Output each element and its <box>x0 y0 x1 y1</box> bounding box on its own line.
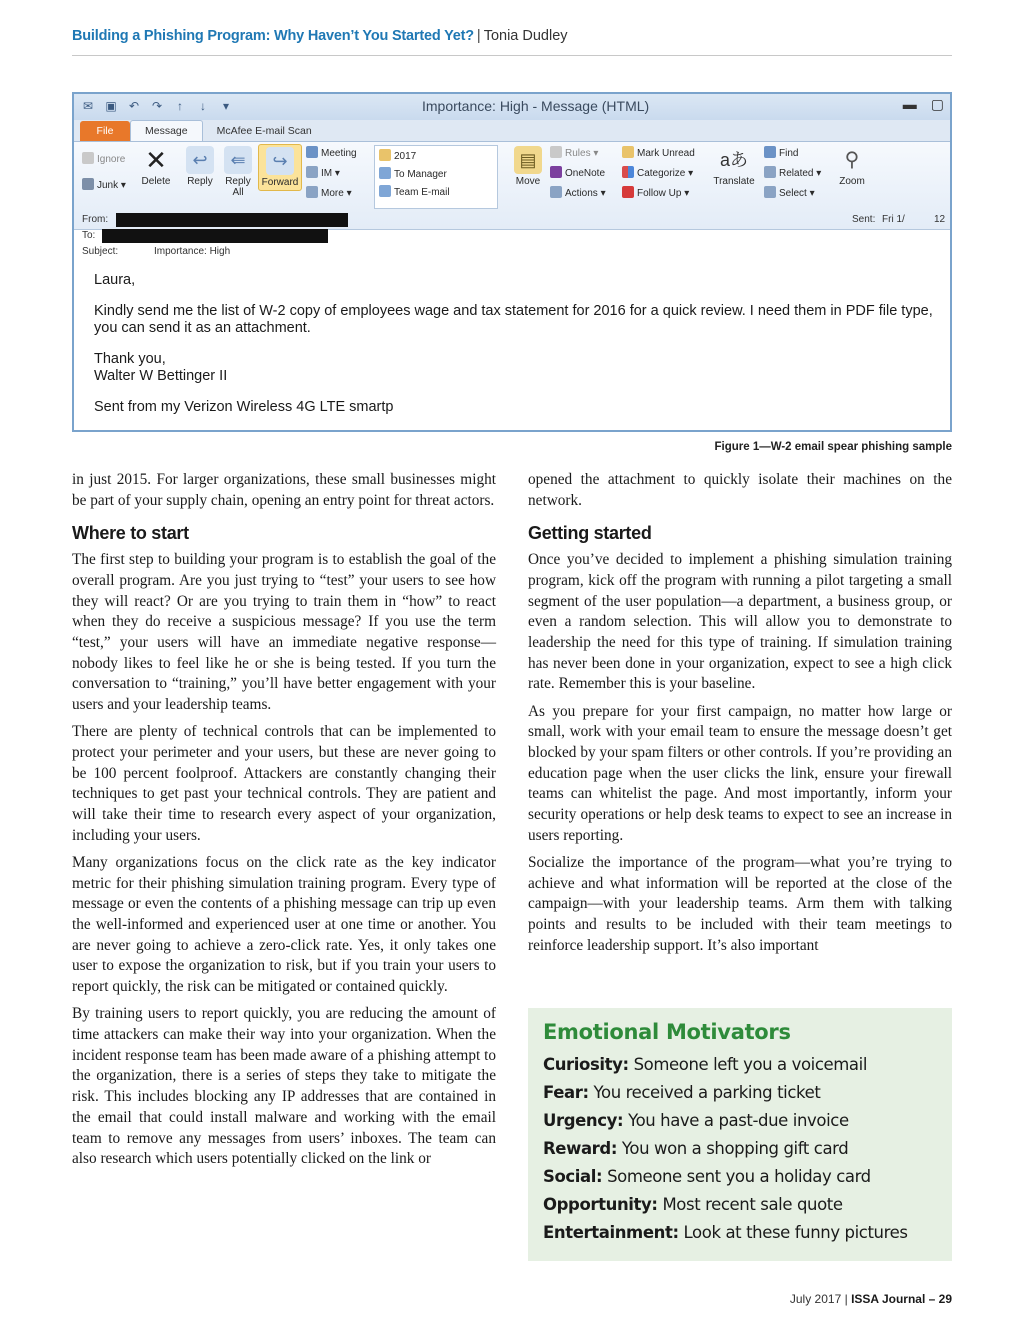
redacted-recipient <box>102 229 328 243</box>
categorize-icon <box>622 166 634 178</box>
translate-label: Translate <box>713 176 755 187</box>
page-header <box>72 28 952 56</box>
quick-step-label: Team E-mail <box>394 187 450 198</box>
more-button[interactable]: More ▾ <box>306 186 352 199</box>
more-label: More <box>321 188 344 199</box>
quick-step-icon <box>379 185 391 197</box>
reply-icon: ↩ <box>186 146 214 174</box>
motivator-text: You received a parking ticket <box>593 1083 821 1102</box>
onenote-button[interactable] <box>550 166 605 179</box>
onenote-icon <box>550 166 562 178</box>
motivator-label: Entertainment: <box>543 1223 679 1242</box>
motivator-item <box>543 1079 937 1107</box>
redacted-sender <box>116 213 348 227</box>
forward-label: Forward <box>261 177 299 188</box>
motivator-item <box>543 1163 937 1191</box>
related-button[interactable]: Related ▾ <box>764 166 821 179</box>
subject-row <box>82 244 942 260</box>
subject-label: Subject: <box>82 246 119 257</box>
zoom-label: Zoom <box>839 176 865 187</box>
quick-step-label: To Manager <box>394 169 447 180</box>
quick-access-toolbar <box>80 98 234 114</box>
window-controls <box>903 96 944 113</box>
folder-icon: ▤ <box>514 146 542 174</box>
paragraph: Once you’ve decided to implement a phishing simulation training program, kick off the program with running a pilot targeting a small segment of the user population—a department, a business group, or even a random selection. This will allow you to demonstrate to leadership the need for this type of training. If simulation training has never been done in your organization, expect to see a high click rate. Remember this is your baseline. <box>528 551 952 693</box>
quick-steps-gallery[interactable] <box>374 145 498 209</box>
forward-icon: ↪ <box>266 147 294 175</box>
ignore-label: Ignore <box>97 154 126 165</box>
save-icon[interactable]: ▣ <box>105 99 117 113</box>
window-title: Importance: High - Message (HTML) <box>422 98 650 114</box>
quick-step-icon <box>379 167 391 179</box>
quick-step-item[interactable] <box>379 148 493 166</box>
subject-value: Importance: High <box>154 246 231 257</box>
delete-x-icon: ✕ <box>145 145 167 175</box>
junk-button[interactable]: Junk ▾ <box>82 178 126 191</box>
motivator-item <box>543 1219 937 1247</box>
body-request: Kindly send me the list of W-2 copy of employees wage and tax statement for 2016 for a quick review. I need them in PDF file type, you can send it as an attachment. <box>94 303 933 336</box>
issue-date: July 2017 <box>789 1292 842 1306</box>
paragraph: Many organizations focus on the click rate as the key indicator metric for their phishing simulation training program. Every type of message or even the contents of a phishing message can trip up even the well-informed and experienced user at one time or another. You are never going to achieve a zero-click rate. Yes, it only takes one user to expose the organization to risk, but if you train your users to report quickly, the risk can be mitigated or contained quickly. <box>72 853 496 996</box>
message-body <box>94 272 944 430</box>
rules-label: Rules <box>565 148 591 159</box>
mail-icon[interactable]: ✉ <box>82 99 94 113</box>
quick-step-icon <box>379 149 391 161</box>
window-titlebar <box>74 94 950 120</box>
onenote-label: OneNote <box>565 168 606 179</box>
meeting-button[interactable] <box>306 146 357 159</box>
motivator-text: You won a shopping gift card <box>621 1139 849 1158</box>
reply-button[interactable] <box>180 146 220 187</box>
undo-icon[interactable]: ↶ <box>128 99 140 113</box>
paragraph: Socialize the importance of the program—what you’re trying to achieve and what information will be reported at the close of the campaign—with your leadership teams. Arm them with talking points and results to be included with their team meetings to reinforce leadership support. It’s also important <box>528 853 952 954</box>
footer-separator: | <box>844 1292 848 1306</box>
down-arrow-icon[interactable]: ↓ <box>200 99 206 113</box>
journal-page: ISSA Journal – 29 <box>851 1292 952 1306</box>
motivator-text: Most recent sale quote <box>662 1195 843 1214</box>
actions-icon <box>550 186 562 198</box>
delete-label: Delete <box>141 176 171 187</box>
follow-up-button[interactable]: Follow Up ▾ <box>622 186 689 199</box>
motivator-label: Opportunity: <box>543 1195 658 1214</box>
paragraph: in just 2015. For larger organizations, these small businesses might be part of your supply chain, opening an entry point for threat actors. <box>72 471 496 509</box>
motivator-label: Urgency: <box>543 1111 624 1130</box>
reply-all-icon: ⇚ <box>224 146 252 174</box>
motivator-item <box>543 1191 937 1219</box>
tab-message[interactable]: Message <box>130 120 203 141</box>
to-row <box>82 228 942 244</box>
from-label: From: <box>82 214 109 225</box>
related-icon <box>764 166 776 178</box>
motivator-label: Reward: <box>543 1139 618 1158</box>
figure-caption: Figure 1—W-2 email spear phishing sample <box>714 441 952 453</box>
im-icon <box>306 166 318 178</box>
section-heading-getting-started: Getting started <box>528 523 652 544</box>
translate-icon: aあ <box>720 150 749 170</box>
sent-value-cut: 12 <box>934 214 946 225</box>
magnifier-icon: ⚲ <box>844 149 860 171</box>
from-row <box>82 212 946 228</box>
find-label: Find <box>779 148 799 159</box>
more-icon <box>306 186 318 198</box>
left-column <box>72 470 496 1177</box>
meeting-icon <box>306 146 318 158</box>
junk-icon <box>82 178 94 190</box>
redo-icon[interactable]: ↷ <box>151 99 163 113</box>
im-label: IM <box>321 168 333 179</box>
up-arrow-icon[interactable]: ↑ <box>177 99 183 113</box>
motivator-text: Someone left you a voicemail <box>633 1055 868 1074</box>
body-closing <box>94 351 944 385</box>
envelope-icon <box>622 146 634 158</box>
select-button[interactable]: Select ▾ <box>764 186 815 199</box>
emotional-motivators-box <box>528 1008 952 1261</box>
body-greeting: Laura, <box>94 272 136 288</box>
categorize-button[interactable]: Categorize ▾ <box>622 166 693 179</box>
sent-value: Fri 1/ <box>882 214 905 225</box>
select-label: Select <box>779 188 807 199</box>
sent-label: Sent: <box>852 214 876 225</box>
quick-step-item[interactable] <box>379 166 493 184</box>
to-label: To: <box>82 230 96 241</box>
motivator-text: Someone sent you a holiday card <box>607 1167 871 1186</box>
quick-step-item[interactable] <box>379 184 493 202</box>
paragraph: As you prepare for your first campaign, no matter how large or small, work with your email team to ensure the message doesn’t get blocked by your spam filters or other controls. If you’re providing an education page when the user clicks the link, ensure your firewall teams can whitelist the page. And most importantly, inform your security operations or help desk teams to expect to see an increase in users reporting. <box>528 702 952 844</box>
paragraph: By training users to report quickly, you are reducing the amount of time attackers can make their way into your organization. When the incident response team has been made aware of a phishing attempt to the organization, there is a series of steps they take to mitigate the risk. This includes blocking any IP addresses that are contained in the email that could install malware and working with the email team to remove any messages from users’ inboxes. The team can also research which users potentially clicked on the link or <box>72 1005 496 1168</box>
rules-icon <box>550 146 562 158</box>
im-button[interactable]: IM ▾ <box>306 166 340 179</box>
flag-icon <box>622 186 634 198</box>
related-label: Related <box>779 168 814 179</box>
meeting-label: Meeting <box>321 148 357 159</box>
cursor-icon <box>764 186 776 198</box>
reply-all-label: Reply All <box>225 176 251 198</box>
actions-button[interactable]: Actions ▾ <box>550 186 606 199</box>
motivator-label: Social: <box>543 1167 603 1186</box>
ignore-icon <box>82 152 94 164</box>
section-heading-where-to-start: Where to start <box>72 523 189 544</box>
body-footer: Sent from my Verizon Wireless 4G LTE smartp <box>94 399 394 415</box>
ribbon-tabs <box>74 120 950 142</box>
motivator-label: Curiosity: <box>543 1055 629 1074</box>
motivator-item <box>543 1135 937 1163</box>
message-headers <box>82 212 946 260</box>
motivator-label: Fear: <box>543 1083 589 1102</box>
paragraph: There are plenty of technical controls that can be implemented to protect your perimeter and your users, but these are never going to be 100 percent foolproof. Attackers are constantly changing their techniques to get past your technical controls. They are patient and will take their time to research every aspect of your organization, including your users. <box>72 723 496 844</box>
categorize-label: Categorize <box>637 168 686 179</box>
customize-dropdown-icon[interactable]: ▾ <box>222 99 230 113</box>
paragraph: The first step to building your program is to establish the goal of the overall program. Are you just trying to “test” your users to see how they will react? Or are you trying to train them in “how” to react when they do receive a suspicious message? If you use the term “test,” your users will have an immediate negative response—nobody likes to feel like he or she is being tested. If you turn the conversation to “training,” you’ll have better engagement with your users and your leadership teams. <box>72 551 496 714</box>
reply-all-button[interactable] <box>220 146 256 198</box>
zoom-button[interactable] <box>834 146 870 187</box>
minimize-icon[interactable]: ▬ <box>902 96 917 112</box>
sidebar-title: Emotional Motivators <box>543 1020 791 1044</box>
forward-button[interactable] <box>258 144 302 191</box>
ignore-button[interactable] <box>82 152 125 165</box>
article-author: Tonia Dudley <box>483 28 568 44</box>
maximize-icon[interactable]: ▢ <box>930 96 944 112</box>
page-footer <box>790 1292 952 1306</box>
tab-mcafee-email-scan[interactable]: McAfee E-mail Scan <box>216 125 312 137</box>
quick-step-label: 2017 <box>394 151 417 162</box>
outlook-message-window <box>72 92 952 432</box>
rules-button[interactable]: Rules ▾ <box>550 146 598 159</box>
body-signature: Walter W Bettinger II <box>94 368 228 384</box>
motivator-item <box>543 1051 937 1079</box>
motivator-text: Look at these funny pictures <box>683 1223 908 1242</box>
tab-file[interactable]: File <box>80 121 130 141</box>
body-thanks: Thank you, <box>94 351 166 367</box>
motivator-text: You have a past-due invoice <box>628 1111 849 1130</box>
translate-button[interactable] <box>710 146 758 187</box>
mark-unread-label: Mark Unread <box>637 148 695 159</box>
move-button[interactable] <box>510 146 546 187</box>
mark-unread-button[interactable] <box>622 146 695 159</box>
paragraph: opened the attachment to quickly isolate their machines on the network. <box>528 471 952 509</box>
move-label: Move <box>515 176 541 187</box>
follow-up-label: Follow Up <box>637 188 682 199</box>
delete-button[interactable] <box>136 146 176 187</box>
article-title: Building a Phishing Program: Why Haven’t You Started Yet? <box>72 28 474 44</box>
actions-label: Actions <box>565 188 598 199</box>
motivator-item <box>543 1107 937 1135</box>
junk-label: Junk <box>97 180 119 191</box>
header-separator: | <box>476 28 481 44</box>
binoculars-icon <box>764 146 776 158</box>
reply-label: Reply <box>187 176 213 187</box>
right-column <box>528 470 952 963</box>
find-button[interactable] <box>764 146 798 159</box>
